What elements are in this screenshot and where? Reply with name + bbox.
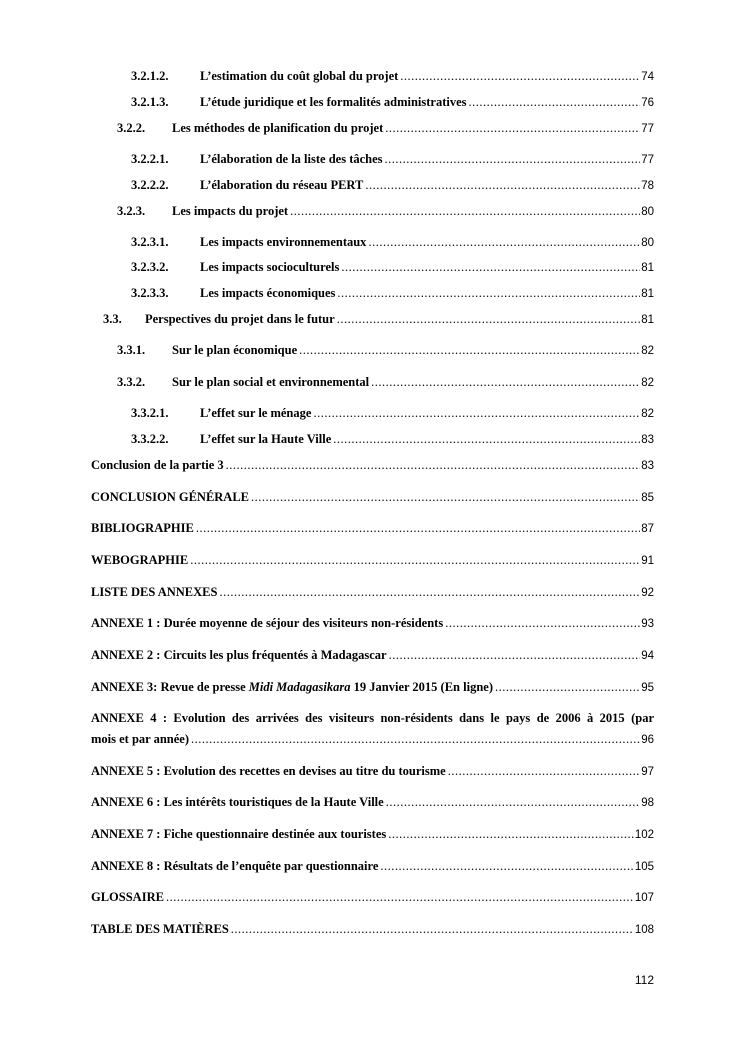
toc-entry-title: BIBLIOGRAPHIE	[91, 521, 194, 535]
toc-leader-dots	[251, 489, 640, 505]
toc-entry-page: 97	[641, 766, 654, 778]
toc-entry-glossaire[interactable]	[91, 889, 654, 906]
toc-leader-dots	[448, 763, 640, 779]
toc-leader-dots	[469, 94, 641, 110]
toc-entry-3-2-1-3[interactable]	[131, 94, 654, 111]
toc-entry-title: L’estimation du coût global du projet	[200, 69, 399, 83]
toc-entry-page: 95	[641, 682, 654, 694]
toc-entry-page: 82	[641, 345, 654, 357]
toc-leader-dots	[333, 431, 640, 447]
toc-entry-number: 3.3.2.2.	[131, 432, 169, 446]
page-number: 112	[634, 973, 654, 987]
toc-entry-title: GLOSSAIRE	[91, 890, 164, 904]
toc-entry-title: Perspectives du projet dans le futur	[145, 312, 335, 326]
toc-leader-dots	[219, 584, 640, 600]
toc-entry-page: 92	[641, 587, 654, 599]
toc-leader-dots	[495, 679, 640, 695]
toc-leader-dots	[388, 826, 634, 842]
toc-entry-number: 3.2.3.3.	[131, 286, 169, 300]
toc-leader-dots	[386, 794, 641, 810]
toc-entry-page: 81	[641, 314, 654, 326]
toc-entry-3-3-2-2[interactable]	[131, 431, 654, 448]
toc-entry-title: ANNEXE 5 : Evolution des recettes en devises au titre du tourisme	[91, 764, 446, 778]
toc-entry-page: 77	[641, 123, 654, 135]
toc-leader-dots	[445, 615, 640, 631]
toc-entry-title: TABLE DES MATIÈRES	[91, 922, 229, 936]
toc-entry-annexe-8[interactable]	[91, 858, 654, 875]
toc-entry-title-line1: ANNEXE 4 : Evolution des arrivées des visiteurs non-résidents dans le pays de 2006 à 2015 (par	[91, 711, 654, 725]
toc-entry-3-2-3-3[interactable]	[131, 285, 654, 302]
toc-entry-page: 80	[641, 206, 654, 218]
toc-entry-page: 81	[641, 262, 654, 274]
toc-leader-dots	[191, 729, 640, 750]
toc-entry-page: 82	[641, 408, 654, 420]
toc-entry-title: Sur le plan économique	[172, 343, 298, 357]
toc-leader-dots	[337, 285, 640, 301]
toc-leader-dots	[341, 259, 640, 275]
toc-entry-title: ANNEXE 1 : Durée moyenne de séjour des visiteurs non-résidents	[91, 616, 444, 630]
toc-entry-number: 3.2.2.1.	[131, 152, 169, 166]
toc-entry-3-2-2-1[interactable]	[131, 151, 654, 168]
toc-entry-number: 3.2.1.2.	[131, 69, 169, 83]
toc-entry-page: 87	[641, 523, 654, 535]
toc-entry-3-2-2-2[interactable]	[131, 177, 654, 194]
toc-entry-title: L’élaboration de la liste des tâches	[200, 152, 383, 166]
toc-entry-title: ANNEXE 2 : Circuits les plus fréquentés à Madagascar	[91, 648, 387, 662]
toc-entry-title: L’effet sur la Haute Ville	[200, 432, 332, 446]
toc-entry-page: 78	[641, 180, 654, 192]
toc-entry-3-2-3[interactable]	[117, 203, 654, 220]
toc-entry-webographie[interactable]	[91, 552, 654, 569]
toc-entry-3-2-3-2[interactable]	[131, 259, 654, 276]
toc-entry-annexe-2[interactable]	[91, 647, 654, 664]
toc-entry-title: Conclusion de la partie 3	[91, 458, 224, 472]
toc-entry-page: 85	[641, 492, 654, 504]
toc-entry-title: Sur le plan social et environnemental	[172, 375, 370, 389]
toc-entry-3-2-3-1[interactable]	[131, 234, 654, 251]
toc-entry-page: 105	[634, 861, 654, 873]
toc-entry-title: WEBOGRAPHIE	[91, 553, 189, 567]
toc-leader-dots	[389, 647, 641, 663]
toc-leader-dots	[299, 342, 640, 358]
toc-entry-3-2-1-2[interactable]	[131, 68, 654, 85]
toc-entry-title: ANNEXE 7 : Fiche questionnaire destinée aux touristes	[91, 827, 387, 841]
toc-entry-page: 83	[641, 434, 654, 446]
toc-entry-page: 76	[641, 97, 654, 109]
toc-entry-table-des-matieres[interactable]	[91, 921, 654, 938]
toc-entry-page: 74	[641, 71, 654, 83]
toc-entry-title: Les impacts économiques	[200, 286, 336, 300]
toc-entry-title: L’élaboration du réseau PERT	[200, 178, 364, 192]
toc-entry-title: L’étude juridique et les formalités administratives	[200, 95, 467, 109]
toc-entry-title-part: ANNEXE 3: Revue de presse	[91, 680, 249, 694]
toc-entry-page: 102	[634, 829, 654, 841]
toc-entry-annexe-4[interactable]	[91, 708, 654, 751]
toc-entry-number: 3.2.1.3.	[131, 95, 169, 109]
toc-entry-annexe-6[interactable]	[91, 794, 654, 811]
toc-entry-conclusion-generale[interactable]	[91, 489, 654, 506]
toc-entry-title: CONCLUSION GÉNÉRALE	[91, 490, 250, 504]
toc-entry-3-3[interactable]	[103, 311, 654, 328]
toc-leader-dots	[226, 457, 641, 473]
toc-entry-title-line2: mois et par année)	[91, 732, 190, 746]
toc-leader-dots	[385, 120, 640, 136]
toc-entry-number: 3.3.2.1.	[131, 406, 169, 420]
toc-leader-dots	[196, 520, 640, 536]
toc-entry-number: 3.2.3.1.	[131, 235, 169, 249]
toc-entry-page: 98	[641, 797, 654, 809]
toc-entry-page: 108	[634, 924, 654, 936]
toc-entry-title	[91, 679, 493, 695]
toc-leader-dots	[400, 68, 640, 84]
toc-entry-page: 80	[641, 237, 654, 249]
toc-entry-page: 77	[641, 154, 654, 166]
toc-entry-number: 3.3.1.	[117, 343, 146, 357]
toc-entry-page: 96	[641, 734, 654, 746]
toc-entry-title: L’effet sur le ménage	[200, 406, 312, 420]
toc-entry-number: 3.2.2.2.	[131, 178, 169, 192]
toc-leader-dots	[313, 405, 640, 421]
toc-leader-dots	[371, 374, 640, 390]
toc-entry-number: 3.3.	[103, 312, 122, 326]
toc-entry-page: 93	[641, 618, 654, 630]
toc-entry-annexe-3[interactable]	[91, 679, 654, 696]
toc-leader-dots	[385, 151, 641, 167]
toc-leader-dots	[368, 234, 640, 250]
toc-leader-dots	[166, 889, 634, 905]
toc-entry-page: 107	[634, 892, 654, 904]
toc-leader-dots	[190, 552, 640, 568]
toc-entry-title: ANNEXE 8 : Résultats de l’enquête par questionnaire	[91, 859, 379, 873]
toc-leader-dots	[231, 921, 634, 937]
toc-entry-number: 3.3.2.	[117, 375, 146, 389]
toc-entry-annexe-5[interactable]	[91, 763, 654, 780]
toc-entry-3-3-2[interactable]	[117, 374, 654, 391]
toc-entry-page: 94	[641, 650, 654, 662]
toc-entry-annexe-7[interactable]	[91, 826, 654, 843]
toc-leader-dots	[365, 177, 640, 193]
toc-entry-title: Les méthodes de planification du projet	[172, 121, 384, 135]
toc-leader-dots	[290, 203, 640, 219]
toc-entry-page: 82	[641, 377, 654, 389]
toc-entry-title: Les impacts socioculturels	[200, 260, 340, 274]
toc-entry-page: 91	[641, 555, 654, 567]
toc-entry-title: LISTE DES ANNEXES	[91, 585, 218, 599]
newspaper-name: Midi Madagasikara	[248, 680, 351, 694]
toc-leader-dots	[380, 858, 633, 874]
toc-entry-title: ANNEXE 6 : Les intérêts touristiques de la Haute Ville	[91, 795, 384, 809]
toc-entry-liste-annexes[interactable]	[91, 584, 654, 601]
toc-entry-3-2-2[interactable]	[117, 120, 654, 137]
toc-entry-3-3-1[interactable]	[117, 342, 654, 359]
toc-entry-title: Les impacts environnementaux	[200, 235, 367, 249]
toc-entry-number: 3.2.3.2.	[131, 260, 169, 274]
toc-entry-3-3-2-1[interactable]	[131, 405, 654, 422]
toc-entry-title: Les impacts du projet	[172, 204, 289, 218]
toc-entry-bibliographie[interactable]	[91, 520, 654, 537]
toc-leader-dots	[337, 311, 641, 327]
toc-entry-number: 3.2.3.	[117, 204, 146, 218]
toc-entry-page: 83	[641, 460, 654, 472]
toc-entry-title-part: 19 Janvier 2015 (En ligne)	[350, 680, 493, 694]
toc-entry-conclusion-partie-3[interactable]	[91, 457, 654, 474]
toc-entry-page: 81	[641, 288, 654, 300]
toc-entry-number: 3.2.2.	[117, 121, 146, 135]
toc-entry-annexe-1[interactable]	[91, 615, 654, 632]
